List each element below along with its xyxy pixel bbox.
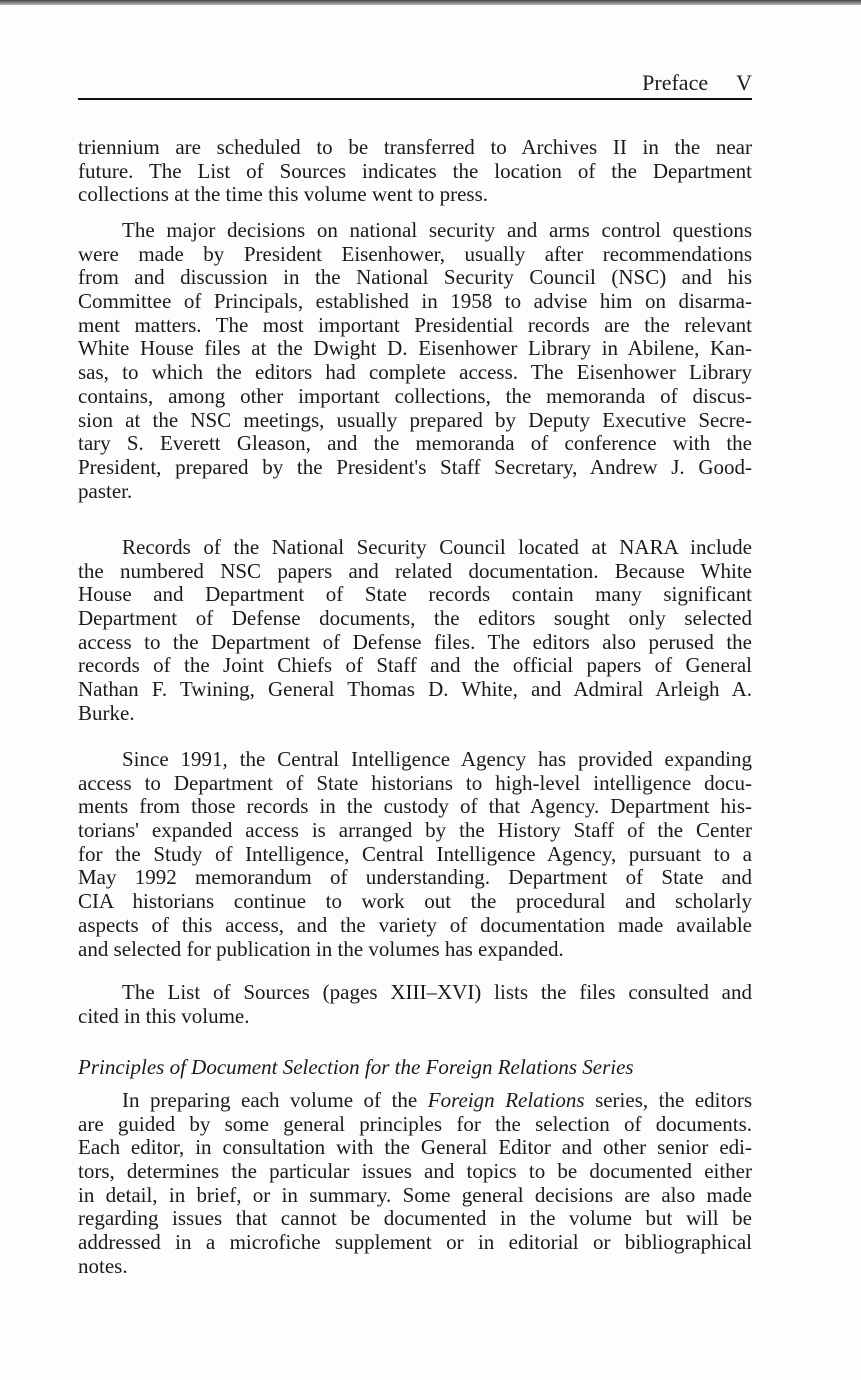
paragraph-line: in detail, in brief, or in summary. Some general decisions are also made (78, 1182, 752, 1207)
paragraph-line: Records of the National Security Council located at NARA include (122, 535, 752, 559)
paragraph-line: tary S. Everett Gleason, and the memoranda of conference with the (78, 431, 752, 456)
paragraph-line: President, prepared by the President's Staff Secretary, Andrew J. Good- (78, 454, 752, 479)
paragraph-line: House and Department of State records contain many significant (78, 582, 752, 607)
text-segment: In preparing each volume of the (122, 1088, 428, 1112)
paragraph-line: and selected for publication in the volumes has expanded. (78, 936, 564, 961)
paragraph-line: Department of Defense documents, the editors sought only selected (78, 606, 752, 631)
page-number: V (736, 70, 752, 95)
paragraph-line: May 1992 memorandum of understanding. Department of State and (78, 865, 752, 890)
paragraph (78, 136, 752, 207)
paragraph-line: regarding issues that cannot be documented in the volume but will be (78, 1206, 752, 1231)
paragraph-line: torians' expanded access is arranged by the History Staff of the Center (78, 818, 752, 843)
paragraph-line: from and discussion in the National Security Council (NSC) and his (78, 265, 752, 290)
paragraph-line: Nathan F. Twining, General Thomas D. White, and Admiral Arleigh A. (78, 677, 752, 702)
paragraph-line: records of the Joint Chiefs of Staff and the official papers of General (78, 653, 752, 678)
paragraph-line: The List of Sources (pages XIII–XVI) lists the files consulted and (122, 980, 752, 1004)
paragraph-line: CIA historians continue to work out the procedural and scholarly (78, 889, 752, 914)
paragraph-line: were made by President Eisenhower, usually after recommendations (78, 241, 752, 266)
paragraph (78, 748, 752, 961)
paragraph-line: Since 1991, the Central Intelligence Agency has provided expanding (122, 747, 752, 771)
paragraph-line: Burke. (78, 700, 135, 725)
header-rule (78, 98, 752, 100)
paragraph-line: cited in this volume. (78, 1003, 250, 1028)
paragraph-line: The major decisions on national security and arms control questions (122, 218, 752, 242)
paragraph-last (78, 1089, 752, 1279)
paragraph-line: tors, determines the particular issues and topics to be documented either (78, 1159, 752, 1184)
text-segment: series, the editors (584, 1088, 753, 1112)
paragraph-line: for the Study of Intelligence, Central Intelligence Agency, pursuant to a (78, 841, 752, 866)
header-title: Preface (642, 70, 709, 95)
paragraph-line: paster. (78, 478, 133, 503)
paragraph-line: Committee of Principals, established in 1958 to advise him on disarma- (78, 289, 752, 314)
paragraph (78, 536, 752, 726)
section-heading: Principles of Document Selection for the Foreign Relations Series (78, 1055, 634, 1079)
paragraph-line: Each editor, in consultation with the General Editor and other senior edi- (78, 1135, 752, 1160)
paragraph-line: contains, among other important collections, the memoranda of discus- (78, 383, 752, 408)
paragraph-line: collections at the time this volume went to press. (78, 182, 489, 207)
running-header (78, 70, 752, 98)
paragraph-line (78, 1089, 752, 1113)
paragraph-line: notes. (78, 1253, 128, 1278)
paragraph-line: are guided by some general principles for the selection of documents. (78, 1111, 752, 1136)
paragraph (78, 219, 752, 503)
paragraph-line: future. The List of Sources indicates the location of the Department (78, 158, 752, 183)
paragraph-line: sion at the NSC meetings, usually prepared by Deputy Executive Secre- (78, 407, 752, 432)
page-edge (0, 0, 861, 5)
paragraph-line: White House files at the Dwight D. Eisenhower Library in Abilene, Kan- (78, 336, 752, 361)
paragraph-line: the numbered NSC papers and related documentation. Because White (78, 558, 752, 583)
paragraph-line: access to Department of State historians to high-level intelligence docu- (78, 770, 752, 795)
paragraph-line: ments from those records in the custody of that Agency. Department his- (78, 794, 752, 819)
paragraph-line: addressed in a microfiche supplement or in editorial or bibliographical (78, 1230, 752, 1255)
paragraph-line: triennium are scheduled to be transferred to Archives II in the near (78, 135, 752, 159)
paragraph-line: access to the Department of Defense files. The editors also perused the (78, 629, 752, 654)
paragraph-line: sas, to which the editors had complete access. The Eisenhower Library (78, 360, 752, 385)
paragraph (78, 981, 752, 1028)
paragraph-line: aspects of this access, and the variety of documentation made available (78, 912, 752, 937)
paragraph-line: ment matters. The most important Presidential records are the relevant (78, 312, 752, 337)
italic-series-title: Foreign Relations (427, 1088, 585, 1112)
